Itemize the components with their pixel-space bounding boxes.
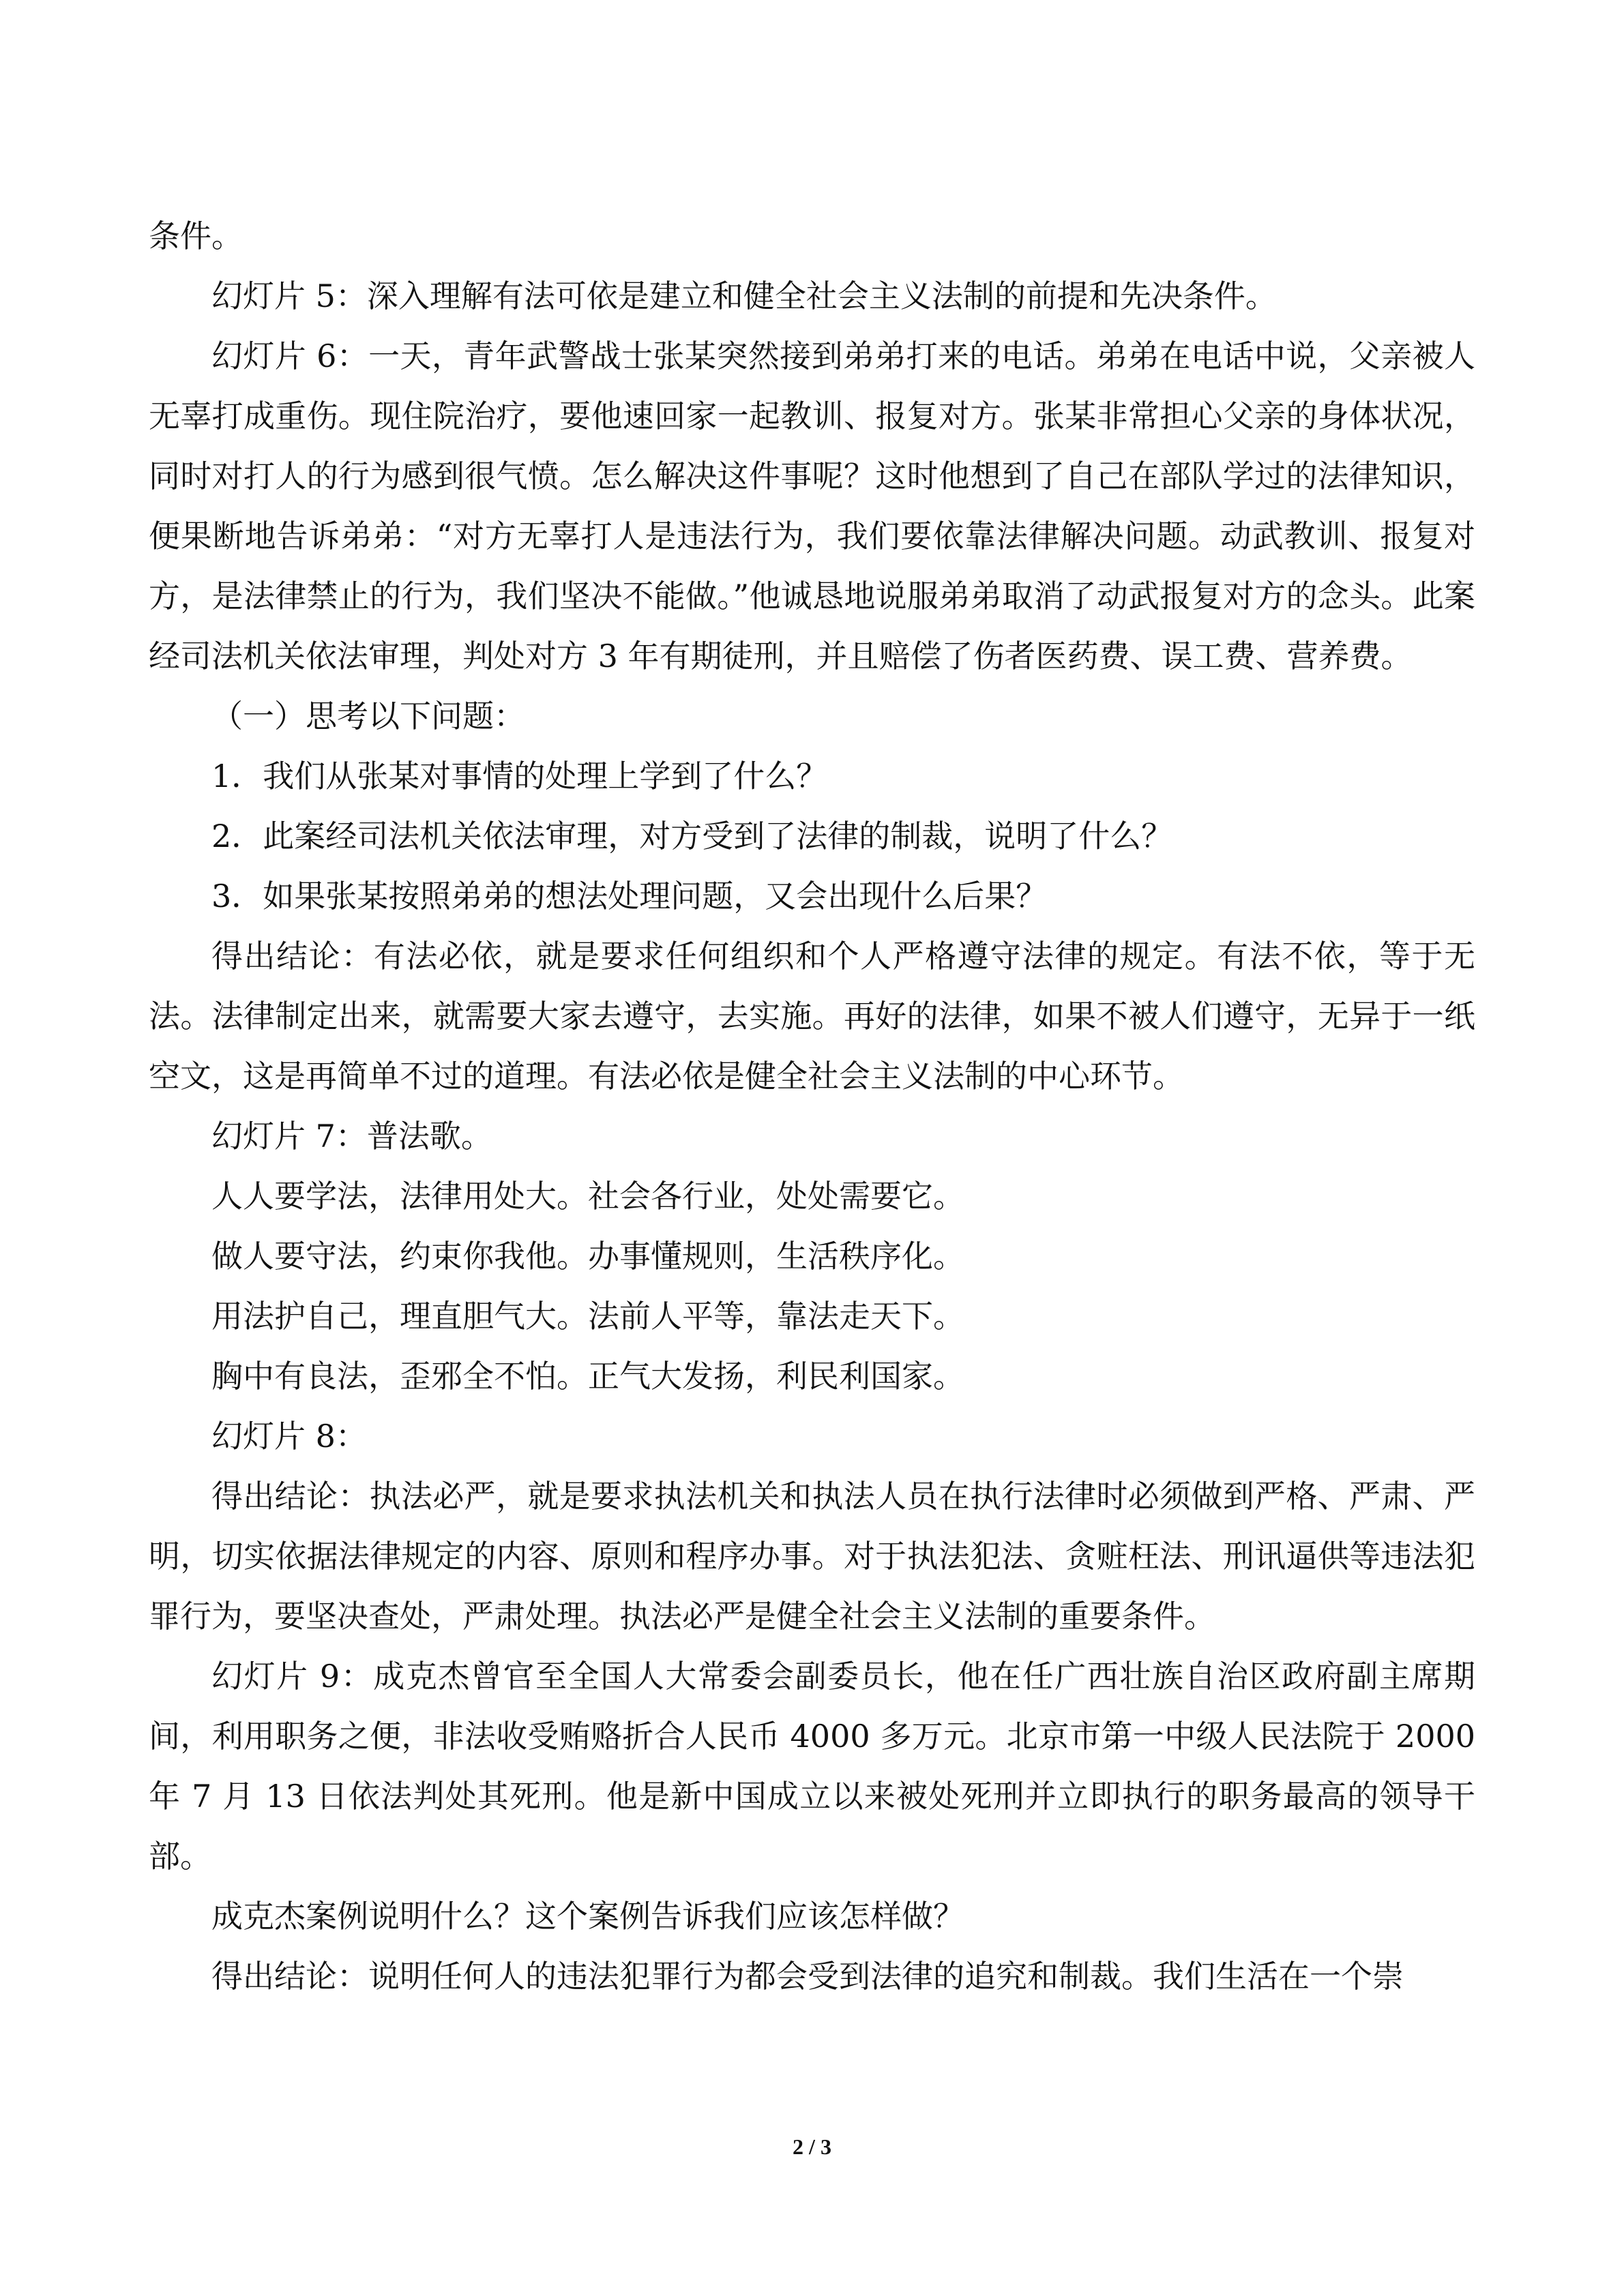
paragraph: 得出结论：执法必严，就是要求执法机关和执法人员在执行法律时必须做到严格、严肃、严明，切实依据法律规定的内容、原则和程序办事。对于执法犯法、贪赃枉法、刑讯逼供等违法犯罪行为，要坚决查处，严肃处理。执法必严是健全社会主义法制的重要条件。 (149, 1478, 1475, 1635)
document-body (149, 206, 1475, 2006)
paragraph: 条件。 (149, 218, 243, 254)
paragraph: 2．此案经司法机关依法审理，对方受到了法律的制裁，说明了什么？ (211, 818, 1173, 854)
paragraph: 成克杰案例说明什么？这个案例告诉我们应该怎样做？ (211, 1898, 964, 1935)
paragraph: 1．我们从张某对事情的处理上学到了什么？ (211, 758, 828, 794)
paragraph: 幻灯片 6：一天，青年武警战士张某突然接到弟弟打来的电话。弟弟在电话中说，父亲被人无辜打成重伤。现住院治疗，要他速回家一起教训、报复对方。张某非常担心父亲的身体状况，同时对打人的行为感到很气愤。怎么解决这件事呢？这时他想到了自己在部队学过的法律知识，便果断地告诉弟弟：“对方无辜打人是违法行为，我们要依靠法律解决问题。动武教训、报复对方，是法律禁止的行为，我们坚决不能做。”他诚恳地说服弟弟取消了动武报复对方的念头。此案经司法机关依法审理，判处对方 3 年有期徒刑，并且赔偿了伤者医药费、误工费、营养费。 (149, 338, 1475, 674)
paragraph: 幻灯片 7：普法歌。 (211, 1118, 492, 1154)
paragraph: 幻灯片 9：成克杰曾官至全国人大常委会副委员长，他在任广西壮族自治区政府副主席期间，利用职务之便，非法收受贿赂折合人民币 4000 多万元。北京市第一中级人民法院于 2000 年 7 月 13 日依法判处其死刑。他是新中国成立以来被处死刑并立即执行的职务最高的领导干部。 (149, 1658, 1475, 1875)
paragraph: 得出结论：说明任何人的违法犯罪行为都会受到法律的追究和制裁。我们生活在一个崇 (211, 1958, 1404, 1995)
paragraph: 用法护自己，理直胆气大。法前人平等，靠法走天下。 (211, 1298, 964, 1335)
paragraph: 幻灯片 8： (211, 1418, 367, 1455)
paragraph: 人人要学法，法律用处大。社会各行业，处处需要它。 (211, 1178, 964, 1214)
page-number: 2 / 3 (793, 2134, 831, 2159)
paragraph: 胸中有良法，歪邪全不怕。正气大发扬，利民利国家。 (211, 1358, 964, 1395)
paragraph: 得出结论：有法必依，就是要求任何组织和个人严格遵守法律的规定。有法不依，等于无法。法律制定出来，就需要大家去遵守，去实施。再好的法律，如果不被人们遵守，无异于一纸空文，这是再简单不过的道理。有法必依是健全社会主义法制的中心环节。 (149, 938, 1475, 1094)
paragraph: 幻灯片 5：深入理解有法可依是建立和健全社会主义法制的前提和先决条件。 (211, 278, 1277, 314)
paragraph: 做人要守法，约束你我他。办事懂规则，生活秩序化。 (211, 1238, 964, 1274)
paragraph: （一）思考以下问题： (211, 698, 525, 734)
paragraph: 3．如果张某按照弟弟的想法处理问题，又会出现什么后果？ (211, 878, 1048, 914)
